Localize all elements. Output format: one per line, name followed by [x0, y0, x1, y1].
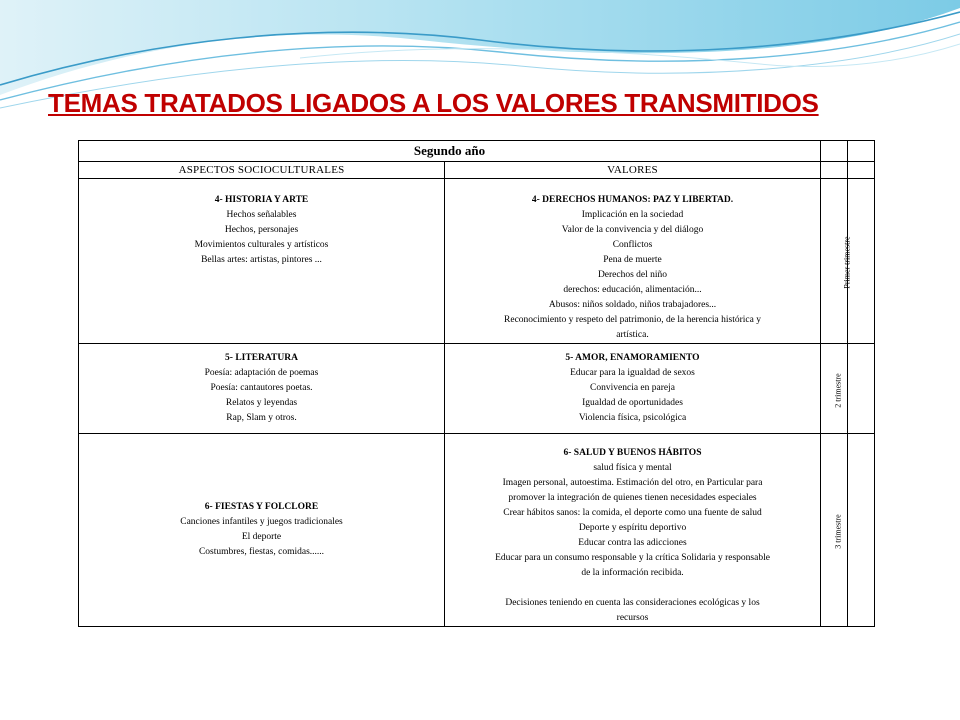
- value-line: salud física y mental: [593, 463, 672, 473]
- value-line: derechos: educación, alimentación...: [563, 285, 702, 295]
- topic-heading: 4- HISTORIA Y ARTE: [214, 195, 309, 205]
- values-cell: [445, 434, 821, 627]
- period-label: 2 trimestre: [833, 372, 843, 408]
- value-line: Crear hábitos sanos: la comida, el deporte como una fuente de salud: [503, 508, 762, 518]
- topic-line: Rap, Slam y otros.: [226, 413, 297, 423]
- topic-line: Canciones infantiles y juegos tradicionales: [180, 517, 343, 527]
- values-cell: [445, 179, 821, 344]
- value-line: Valor de la convivencia y del diálogo: [561, 225, 704, 235]
- slide-title: TEMAS TRATADOS LIGADOS A LOS VALORES TRANSMITIDOS: [48, 88, 819, 118]
- value-line: de la información recibida.: [581, 568, 684, 578]
- value-line-spacer: [445, 581, 820, 596]
- value-line: Pena de muerte: [603, 255, 662, 265]
- value-line: Igualdad de oportunidades: [582, 398, 683, 408]
- value-heading: 6- SALUD Y BUENOS HÁBITOS: [563, 448, 702, 458]
- period-label: 3 trimestre: [833, 514, 843, 549]
- value-line: artística.: [616, 330, 649, 340]
- value-heading: 4- DERECHOS HUMANOS: PAZ Y LIBERTAD.: [531, 195, 734, 205]
- value-line: Implicación en la sociedad: [581, 210, 684, 220]
- values-cell: [445, 344, 821, 434]
- value-line: Imagen personal, autoestima. Estimación del otro, en Particular para: [502, 478, 763, 488]
- value-line: Educar contra las adicciones: [578, 538, 687, 548]
- table-row: [79, 179, 875, 344]
- topic-heading: 5- LITERATURA: [225, 353, 298, 363]
- year-header: Segundo año: [79, 141, 821, 162]
- table-row: [79, 344, 875, 434]
- topic-heading: 6- FIESTAS Y FOLCLORE: [204, 502, 319, 512]
- value-line: Violencia física, psicológica: [578, 413, 687, 423]
- topic-line: Movimientos culturales y artísticos: [194, 240, 329, 250]
- topic-line: Poesía: adaptación de poemas: [204, 368, 319, 378]
- topic-line: Poesía: cantautores poetas.: [210, 383, 313, 393]
- aspects-cell: [79, 344, 445, 434]
- aspects-cell: [79, 434, 445, 627]
- value-line: Decisiones teniendo en cuenta las consideraciones ecológicas y los: [505, 598, 760, 608]
- period-label: Primer trimestre: [842, 236, 852, 289]
- period-cell: [821, 434, 848, 627]
- topic-line: Bellas artes: artistas, pintores ...: [201, 255, 322, 265]
- topic-line: El deporte: [241, 532, 282, 542]
- period-cell: [821, 179, 852, 344]
- value-line: Reconocimiento y respeto del patrimonio, de la herencia histórica y: [504, 315, 761, 325]
- value-line: Abusos: niños soldado, niños trabajadores...: [548, 300, 717, 310]
- value-line: Educar para la igualdad de sexos: [570, 368, 695, 378]
- topics-values-table: [78, 140, 875, 627]
- empty-header-cell: [848, 162, 875, 179]
- empty-header-cell: [821, 162, 848, 179]
- value-line: recursos: [616, 613, 649, 623]
- column-header-aspects: ASPECTOS SOCIOCULTURALES: [79, 162, 445, 179]
- value-line: Educar para un consumo responsable y la crítica Solidaria y responsable: [495, 553, 770, 563]
- empty-cell: [848, 344, 875, 434]
- empty-header-cell: [848, 141, 875, 162]
- value-line: Conflictos: [612, 240, 653, 250]
- period-cell: [821, 344, 848, 434]
- value-line: Derechos del niño: [597, 270, 668, 280]
- table-row: [79, 434, 875, 627]
- value-line: Deporte y espíritu deportivo: [578, 523, 687, 533]
- value-heading: 5- AMOR, ENAMORAMIENTO: [565, 353, 700, 363]
- empty-cell: [848, 434, 875, 627]
- topic-line: Costumbres, fiestas, comidas......: [198, 547, 325, 557]
- aspects-cell: [79, 179, 445, 344]
- value-line: promover la integración de quienes tienen necesidades especiales: [508, 493, 757, 503]
- topic-line: Relatos y leyendas: [225, 398, 298, 408]
- topic-line: Hechos señalables: [226, 210, 297, 220]
- column-header-values: VALORES: [445, 162, 821, 179]
- topic-line: Hechos, personajes: [224, 225, 299, 235]
- empty-header-cell: [821, 141, 848, 162]
- value-line: Convivencia en pareja: [590, 383, 675, 393]
